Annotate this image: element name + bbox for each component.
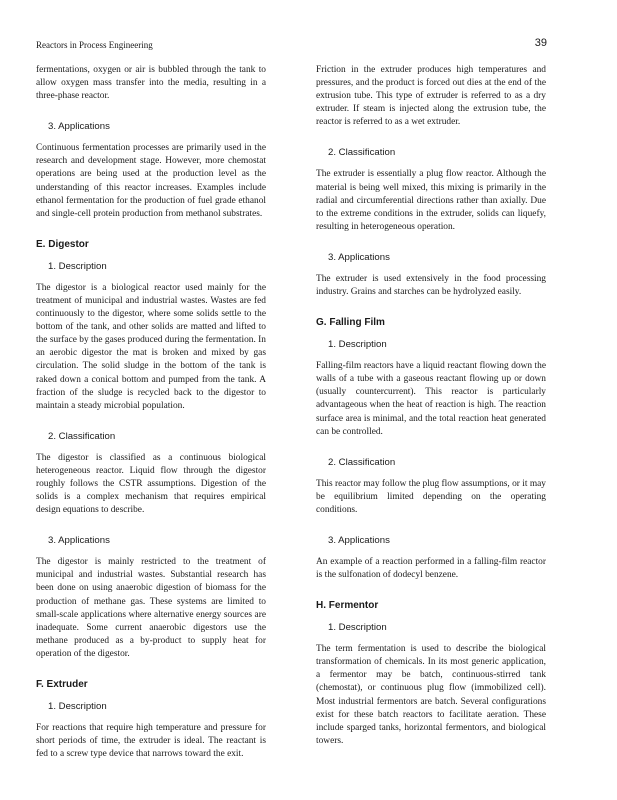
- subheading-description: 1. Description: [48, 260, 107, 272]
- subheading-applications: 3. Applications: [48, 121, 110, 133]
- subheading-classification: 2. Classification: [48, 430, 116, 442]
- subheading-description: 1. Description: [328, 622, 387, 634]
- page-number: 39: [534, 37, 547, 49]
- paragraph-extruder-applications: The extruder is used extensively in the food processing industry. Grains and starches can be hydrolyzed easily.: [316, 273, 546, 298]
- left-column: [36, 64, 266, 761]
- paragraph-falling-film-description: Falling-film reactors have a liquid reactant flowing down the walls of a tube with a gaseous reactant flowing up or down (usually countercurrent). This reactor is particularly advantageous when the heat of reaction is high. The reaction surface area is minimal, and the total reaction heat generated can be controlled.: [316, 361, 546, 437]
- paragraph-digestor-classification: The digestor is classified as a continuous biological heterogeneous reactor. Liquid flow through the digestor roughly follows the CSTR assumptions. Digestion of the solids is a complex mechanism that requires empirical design equations to describe.: [36, 452, 266, 516]
- subheading-applications: 3. Applications: [328, 534, 390, 546]
- paragraph-digestor-applications: The digestor is mainly restricted to the treatment of municipal and industrial wastes. Substantial research has been done on using anaerobic digestion of biomass for the production of methane gas. These systems are limited to small-scale applications where alternative energy sources are inadequate. Some current anaerobic digestors use the methane produced as a by-product to supply heat for operation of the digestor.: [36, 557, 266, 659]
- paragraph-fermentor-description: The term fermentation is used to describe the biological transformation of chemicals. In its most generic application, a fermentor may be batch, continuous-stirred tank (chemostat), or continuous plug flow (immobilized cell). Most industrial fermentors are batch. Several configurations exist for these batch reactors to facilitate aeration. These include sparged tanks, horizontal fermentors, and biological towers.: [316, 644, 546, 746]
- paragraph-falling-film-classification: This reactor may follow the plug flow assumptions, or it may be equilibrium limited depending on the operating conditions.: [316, 478, 546, 515]
- subheading-classification: 2. Classification: [328, 147, 396, 159]
- subheading-applications: 3. Applications: [48, 535, 110, 547]
- section-heading-extruder: F. Extruder: [36, 679, 88, 690]
- section-heading-digestor: E. Digestor: [36, 238, 89, 250]
- subheading-applications: 3. Applications: [328, 251, 390, 263]
- paragraph-applications: Continuous fermentation processes are primarily used in the research and development stage. However, more chemostat operations are being used at the production level as the understanding of this reactor increases. Examples include ethanol fermentation for the production of fuel grade ethanol and single-cell protein production from methanol substrates.: [36, 143, 266, 219]
- paragraph-intro: fermentations, oxygen or air is bubbled through the tank to allow oxygen mass transfer into the media, resulting in a three-phase reactor.: [36, 65, 266, 102]
- subheading-classification: 2. Classification: [328, 456, 396, 468]
- running-head: Reactors in Process Engineering: [36, 40, 153, 50]
- paragraph-digestor-description: The digestor is a biological reactor used mainly for the treatment of municipal and industrial wastes. Wastes are fed continuously to the digestor, where some solids settle to the bottom of the tank, and other solids are matted and lifted to the surface by the gases produced during the fermentation. In an aerobic digestor the mat is broken and mixed by gas circulation. The solid sludge in the bottom of the tank is raked down a conical bottom and pumped from the tank. A fraction of the sludge is recycled back to the digestor to maintain a steady microbial population.: [36, 282, 266, 411]
- section-heading-fermentor: H. Fermentor: [316, 600, 379, 612]
- section-heading-falling-film: G. Falling Film: [316, 317, 385, 329]
- paragraph-falling-film-applications: An example of a reaction performed in a falling-film reactor is the sulfonation of dodecyl benzene.: [316, 556, 546, 581]
- subheading-description: 1. Description: [48, 701, 107, 712]
- paragraph-extruder-continued: Friction in the extruder produces high temperatures and pressures, and the product is forced out dies at the end of the extrusion tube. This type of extruder is referred to as a dry extruder. If steam is injected along the extrusion tube, the reactor is referred to as a wet extruder.: [316, 65, 546, 128]
- paragraph-extruder-description: For reactions that require high temperature and pressure for short periods of time, the extruder is ideal. The reactant is fed to a screw type device that narrows toward the exit.: [36, 723, 266, 760]
- subheading-description: 1. Description: [328, 339, 387, 351]
- right-column: [316, 64, 546, 748]
- paragraph-extruder-classification: The extruder is essentially a plug flow reactor. Although the material is being well mixed, this mixing is primarily in the radial and circumferential directions rather than axially. Due to the extreme conditions in the extruder, solids can liquefy, resulting in heterogeneous operation.: [316, 169, 546, 232]
